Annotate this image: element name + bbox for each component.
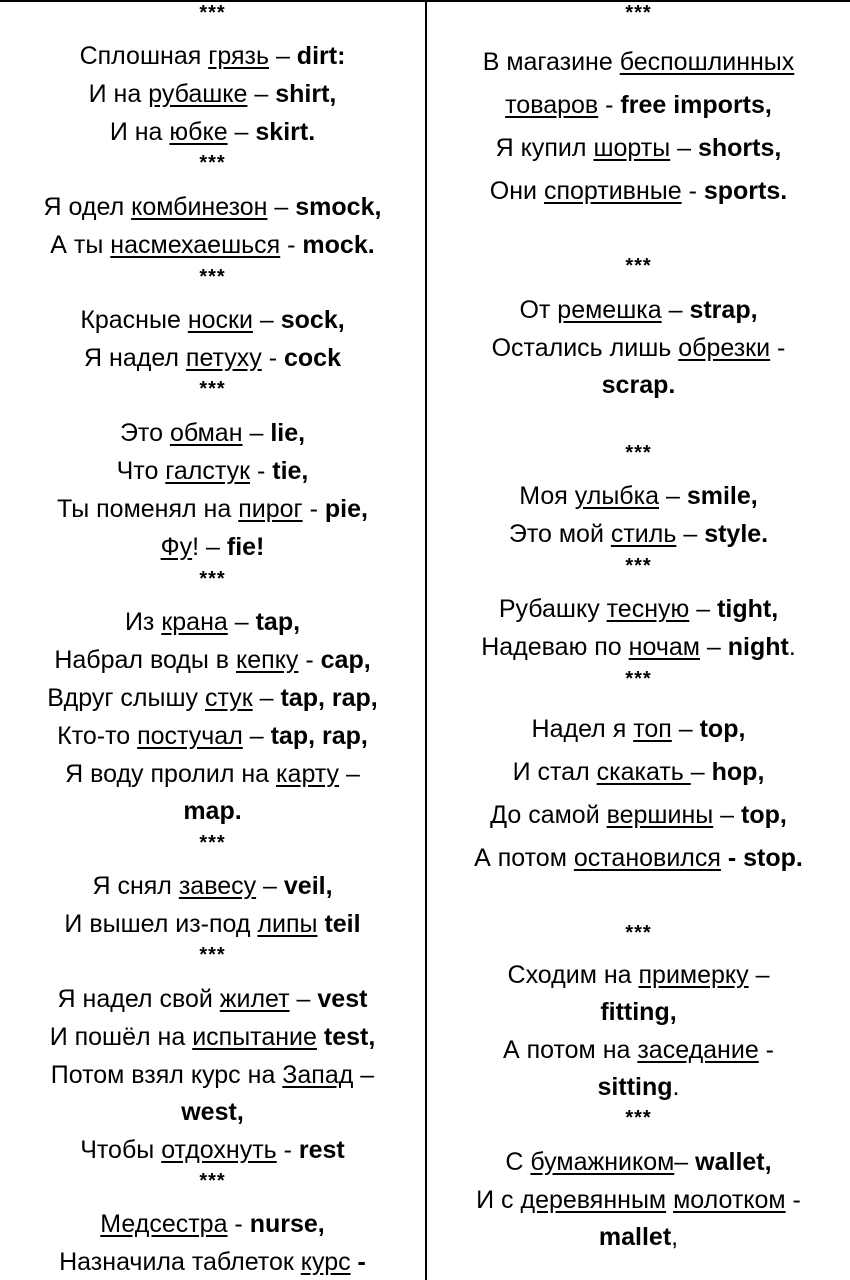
- line-text: Я надел: [84, 344, 186, 372]
- line-text: ***: [199, 2, 226, 24]
- line-text: –: [289, 985, 318, 1013]
- english-word: wallet,: [695, 1148, 772, 1176]
- english-word: fie!: [226, 533, 265, 561]
- line-text: Они: [489, 177, 544, 205]
- russian-word: ночам: [628, 633, 700, 661]
- line-text: А ты: [50, 231, 111, 259]
- russian-word: пирог: [238, 495, 303, 523]
- poem-line: [0, 796, 425, 826]
- russian-word: обман: [169, 419, 243, 447]
- line-text: –: [699, 633, 728, 661]
- line-text: –: [247, 80, 276, 108]
- line-text: -: [758, 1036, 775, 1064]
- english-word: night: [727, 633, 789, 661]
- russian-word: вершины: [606, 801, 714, 829]
- russian-word: юбке: [169, 118, 228, 146]
- line-text: Моя: [519, 482, 575, 510]
- russian-word: деревянным: [520, 1186, 667, 1214]
- russian-word: комбинезон: [131, 193, 268, 221]
- russian-word: улыбка: [574, 482, 660, 510]
- stanza-separator: [0, 266, 425, 288]
- english-word: nurse,: [249, 1210, 325, 1238]
- russian-word: остановился: [573, 844, 721, 872]
- stanza-separator: [427, 1107, 850, 1129]
- poem-line: [427, 1222, 850, 1252]
- line-text: –: [676, 520, 705, 548]
- line-text: -: [276, 1136, 299, 1164]
- russian-word: насмехаешься: [110, 231, 281, 259]
- russian-word: носки: [187, 306, 253, 334]
- poem-line: [427, 90, 850, 120]
- russian-word: Фу: [160, 533, 193, 561]
- russian-word: отдохнуть: [161, 1136, 277, 1164]
- line-text: –: [689, 595, 718, 623]
- line-text: -: [261, 344, 284, 372]
- poem-line: [0, 1135, 425, 1165]
- line-text: Я надел свой: [57, 985, 220, 1013]
- stanza-separator: [0, 568, 425, 590]
- poem-line: [0, 1209, 425, 1239]
- line-text: До самой: [490, 801, 607, 829]
- poem-line: [0, 683, 425, 713]
- russian-word: спортивные: [543, 177, 682, 205]
- poem-line: [427, 960, 850, 990]
- line-text: Назначила таблеток: [59, 1248, 301, 1276]
- line-text: ***: [625, 2, 652, 24]
- poem-line: [0, 1060, 425, 1090]
- english-word: sports.: [703, 177, 788, 205]
- english-word: west,: [181, 1098, 244, 1126]
- english-word: teil: [324, 910, 361, 938]
- english-word: cap,: [320, 646, 371, 674]
- line-text: И на: [88, 80, 149, 108]
- russian-word: скакать: [596, 758, 691, 786]
- poem-line: [427, 481, 850, 511]
- russian-word: карту: [276, 760, 340, 788]
- stanza-separator: [427, 668, 850, 690]
- line-text: [351, 1248, 358, 1276]
- poem-line: [427, 1035, 850, 1065]
- line-text: Чтобы: [80, 1136, 162, 1164]
- russian-word: обрезки: [678, 334, 771, 362]
- line-text: –: [339, 760, 360, 788]
- line-text: Из: [124, 608, 162, 636]
- line-text: Остались лишь: [491, 334, 679, 362]
- line-text: –: [661, 296, 690, 324]
- line-text: -: [250, 457, 273, 485]
- poem-line: [427, 757, 850, 787]
- line-text: Надел я: [531, 715, 634, 743]
- line-text: -: [298, 646, 321, 674]
- poem-line: [0, 117, 425, 147]
- poem-line: [427, 1147, 850, 1177]
- poem-line: [0, 1022, 425, 1052]
- line-text: –: [227, 608, 256, 636]
- russian-word: завесу: [178, 872, 257, 900]
- line-text: Это мой: [508, 520, 611, 548]
- russian-word: кепку: [236, 646, 299, 674]
- poem-line: [0, 909, 425, 939]
- poem-line: [427, 1072, 850, 1102]
- line-text: ***: [625, 255, 652, 277]
- line-text: Надеваю по: [481, 633, 629, 661]
- poem-line: [0, 343, 425, 373]
- english-word: -: [720, 844, 737, 872]
- english-word: map.: [183, 797, 242, 825]
- line-text: –: [256, 872, 284, 900]
- line-text: Набрал воды в: [54, 646, 237, 674]
- line-text: Ты поменял на: [57, 495, 239, 523]
- english-word: tap, rap,: [280, 684, 378, 712]
- stanza-separator: [0, 944, 425, 966]
- poem-line: [0, 79, 425, 109]
- english-word: stop.: [743, 844, 803, 872]
- english-word: tap, rap,: [270, 722, 368, 750]
- line-text: [317, 1023, 324, 1051]
- english-word: mock.: [302, 231, 375, 259]
- russian-word: постучал: [137, 722, 243, 750]
- english-word: fitting,: [600, 998, 677, 1026]
- line-text: А потом на: [502, 1036, 638, 1064]
- english-word: top,: [699, 715, 746, 743]
- russian-word: товаров: [505, 91, 599, 119]
- line-text: ***: [625, 668, 652, 690]
- poem-line: [427, 519, 850, 549]
- line-text: Что: [116, 457, 166, 485]
- english-word: -: [357, 1248, 366, 1276]
- line-text: В магазине: [482, 48, 620, 76]
- english-word: rest: [298, 1136, 345, 1164]
- russian-word: стук: [205, 684, 253, 712]
- russian-word: ремешка: [557, 296, 662, 324]
- poem-line: [427, 295, 850, 325]
- russian-word: испытание: [192, 1023, 317, 1051]
- line-text: –: [659, 482, 687, 510]
- line-text: Кто-то: [57, 722, 138, 750]
- poem-line: [0, 871, 425, 901]
- line-text: Я купил: [495, 134, 594, 162]
- russian-word: топ: [633, 715, 672, 743]
- english-word: tight,: [717, 595, 779, 623]
- line-text: -: [280, 231, 303, 259]
- line-text: –: [269, 42, 297, 70]
- english-word: smile,: [686, 482, 758, 510]
- line-text: А потом: [474, 844, 574, 872]
- line-text: ***: [199, 944, 226, 966]
- russian-word: примерку: [638, 961, 749, 989]
- stanza-separator: [0, 378, 425, 400]
- poem-line: [0, 230, 425, 260]
- english-word: top,: [741, 801, 787, 829]
- poem-line: [0, 1247, 425, 1277]
- poem-line: [427, 800, 850, 830]
- poem-line: [0, 984, 425, 1014]
- english-word: lie,: [270, 419, 306, 447]
- russian-word: Медсестра: [100, 1210, 228, 1238]
- poem-line: [0, 759, 425, 789]
- line-text: Вдруг слышу: [47, 684, 205, 712]
- line-text: И с: [476, 1186, 521, 1214]
- english-word: style.: [704, 520, 769, 548]
- stanza-separator: [0, 1170, 425, 1192]
- line-text: Сплошная: [79, 42, 209, 70]
- line-text: –: [670, 134, 698, 162]
- line-text: С: [505, 1148, 531, 1176]
- stanza-separator: [427, 555, 850, 577]
- poem-line: [427, 1185, 850, 1215]
- stanza-separator: [0, 832, 425, 854]
- poem-line: [0, 607, 425, 637]
- line-text: ***: [199, 832, 226, 854]
- line-text: Сходим на: [507, 961, 639, 989]
- russian-word: петуху: [185, 344, 262, 372]
- poem-line: [427, 47, 850, 77]
- poem-line: [427, 333, 850, 363]
- line-text: –: [267, 193, 296, 221]
- line-text: -: [227, 1210, 250, 1238]
- line-text: -: [785, 1186, 801, 1214]
- line-text: ***: [199, 152, 226, 174]
- line-text: ***: [625, 555, 652, 577]
- stanza-separator: [0, 2, 425, 24]
- line-text: –: [353, 1061, 375, 1089]
- line-text: Я снял: [92, 872, 179, 900]
- line-text: От: [519, 296, 558, 324]
- russian-word: грязь: [208, 42, 269, 70]
- poem-line: [0, 41, 425, 71]
- line-text: ,: [671, 1223, 679, 1251]
- line-text: –: [252, 306, 281, 334]
- stanza-separator: [427, 922, 850, 944]
- english-word: free imports,: [620, 91, 772, 119]
- line-text: ! –: [192, 533, 227, 561]
- russian-word: молотком: [673, 1186, 786, 1214]
- russian-word: бумажником: [530, 1148, 675, 1176]
- poem-line: [427, 176, 850, 206]
- line-text: Рубашку: [498, 595, 607, 623]
- line-text: Потом взял курс на: [50, 1061, 283, 1089]
- line-text: –: [242, 419, 271, 447]
- line-text: И пошёл на: [49, 1023, 193, 1051]
- poem-line: [0, 494, 425, 524]
- stanza-separator: [427, 255, 850, 277]
- russian-word: жилет: [219, 985, 290, 1013]
- english-word: cock: [283, 344, 341, 372]
- english-word: pie,: [324, 495, 368, 523]
- line-text: И на: [109, 118, 170, 146]
- english-word: veil,: [283, 872, 333, 900]
- line-text: -: [770, 334, 786, 362]
- line-text: ***: [625, 922, 652, 944]
- english-word: smock,: [295, 193, 382, 221]
- russian-word: стиль: [610, 520, 677, 548]
- english-word: tap,: [255, 608, 301, 636]
- line-text: ***: [625, 1107, 652, 1129]
- poem-line: [0, 456, 425, 486]
- line-text: –: [690, 758, 712, 786]
- english-word: shirt,: [275, 80, 337, 108]
- line-text: –: [748, 961, 770, 989]
- poem-line: [427, 133, 850, 163]
- line-text: ***: [199, 266, 226, 288]
- line-text: Это: [119, 419, 170, 447]
- russian-word: Запад: [282, 1061, 354, 1089]
- russian-word: шорты: [593, 134, 671, 162]
- english-word: hop,: [711, 758, 765, 786]
- line-text: .: [672, 1073, 680, 1101]
- poem-line: [427, 997, 850, 1027]
- english-word: sock,: [280, 306, 345, 334]
- russian-word: рубашке: [148, 80, 248, 108]
- line-text: .: [788, 633, 796, 661]
- line-text: –: [252, 684, 281, 712]
- line-text: Красные: [80, 306, 188, 334]
- english-word: scrap.: [601, 371, 676, 399]
- line-text: Я воду пролил на: [65, 760, 277, 788]
- line-text: –: [227, 118, 256, 146]
- stanza-separator: [427, 442, 850, 464]
- line-text: –: [713, 801, 742, 829]
- line-text: -: [681, 177, 704, 205]
- line-text: И вышел из-под: [64, 910, 258, 938]
- line-text: -: [598, 91, 621, 119]
- english-word: skirt.: [255, 118, 316, 146]
- english-word: mallet: [598, 1223, 672, 1251]
- poem-line: [0, 305, 425, 335]
- line-text: ***: [199, 1170, 226, 1192]
- line-text: –: [674, 1148, 696, 1176]
- poem-line: [427, 370, 850, 400]
- poem-line: [427, 594, 850, 624]
- poem-line: [427, 632, 850, 662]
- russian-word: заседание: [637, 1036, 759, 1064]
- line-text: И стал: [512, 758, 597, 786]
- stanza-separator: [427, 2, 850, 24]
- stanza-separator: [0, 152, 425, 174]
- poem-line: [0, 192, 425, 222]
- poem-line: [0, 532, 425, 562]
- english-word: strap,: [689, 296, 758, 324]
- russian-word: липы: [257, 910, 318, 938]
- russian-word: беспошлинных: [619, 48, 795, 76]
- line-text: ***: [199, 378, 226, 400]
- line-text: ***: [625, 442, 652, 464]
- line-text: –: [671, 715, 700, 743]
- poem-line: [427, 714, 850, 744]
- line-text: -: [302, 495, 325, 523]
- english-word: tie,: [272, 457, 309, 485]
- english-word: sitting: [597, 1073, 673, 1101]
- line-text: ***: [199, 568, 226, 590]
- russian-word: галстук: [165, 457, 251, 485]
- poem-line: [0, 1097, 425, 1127]
- poem-line: [0, 645, 425, 675]
- russian-word: курс: [300, 1248, 351, 1276]
- russian-word: тесную: [606, 595, 690, 623]
- english-word: test,: [323, 1023, 376, 1051]
- line-text: –: [242, 722, 271, 750]
- poem-line: [427, 843, 850, 873]
- english-word: dirt:: [296, 42, 346, 70]
- russian-word: крана: [161, 608, 228, 636]
- poem-line: [0, 721, 425, 751]
- poem-line: [0, 418, 425, 448]
- english-word: shorts,: [697, 134, 782, 162]
- line-text: Я одел: [43, 193, 132, 221]
- english-word: vest: [317, 985, 368, 1013]
